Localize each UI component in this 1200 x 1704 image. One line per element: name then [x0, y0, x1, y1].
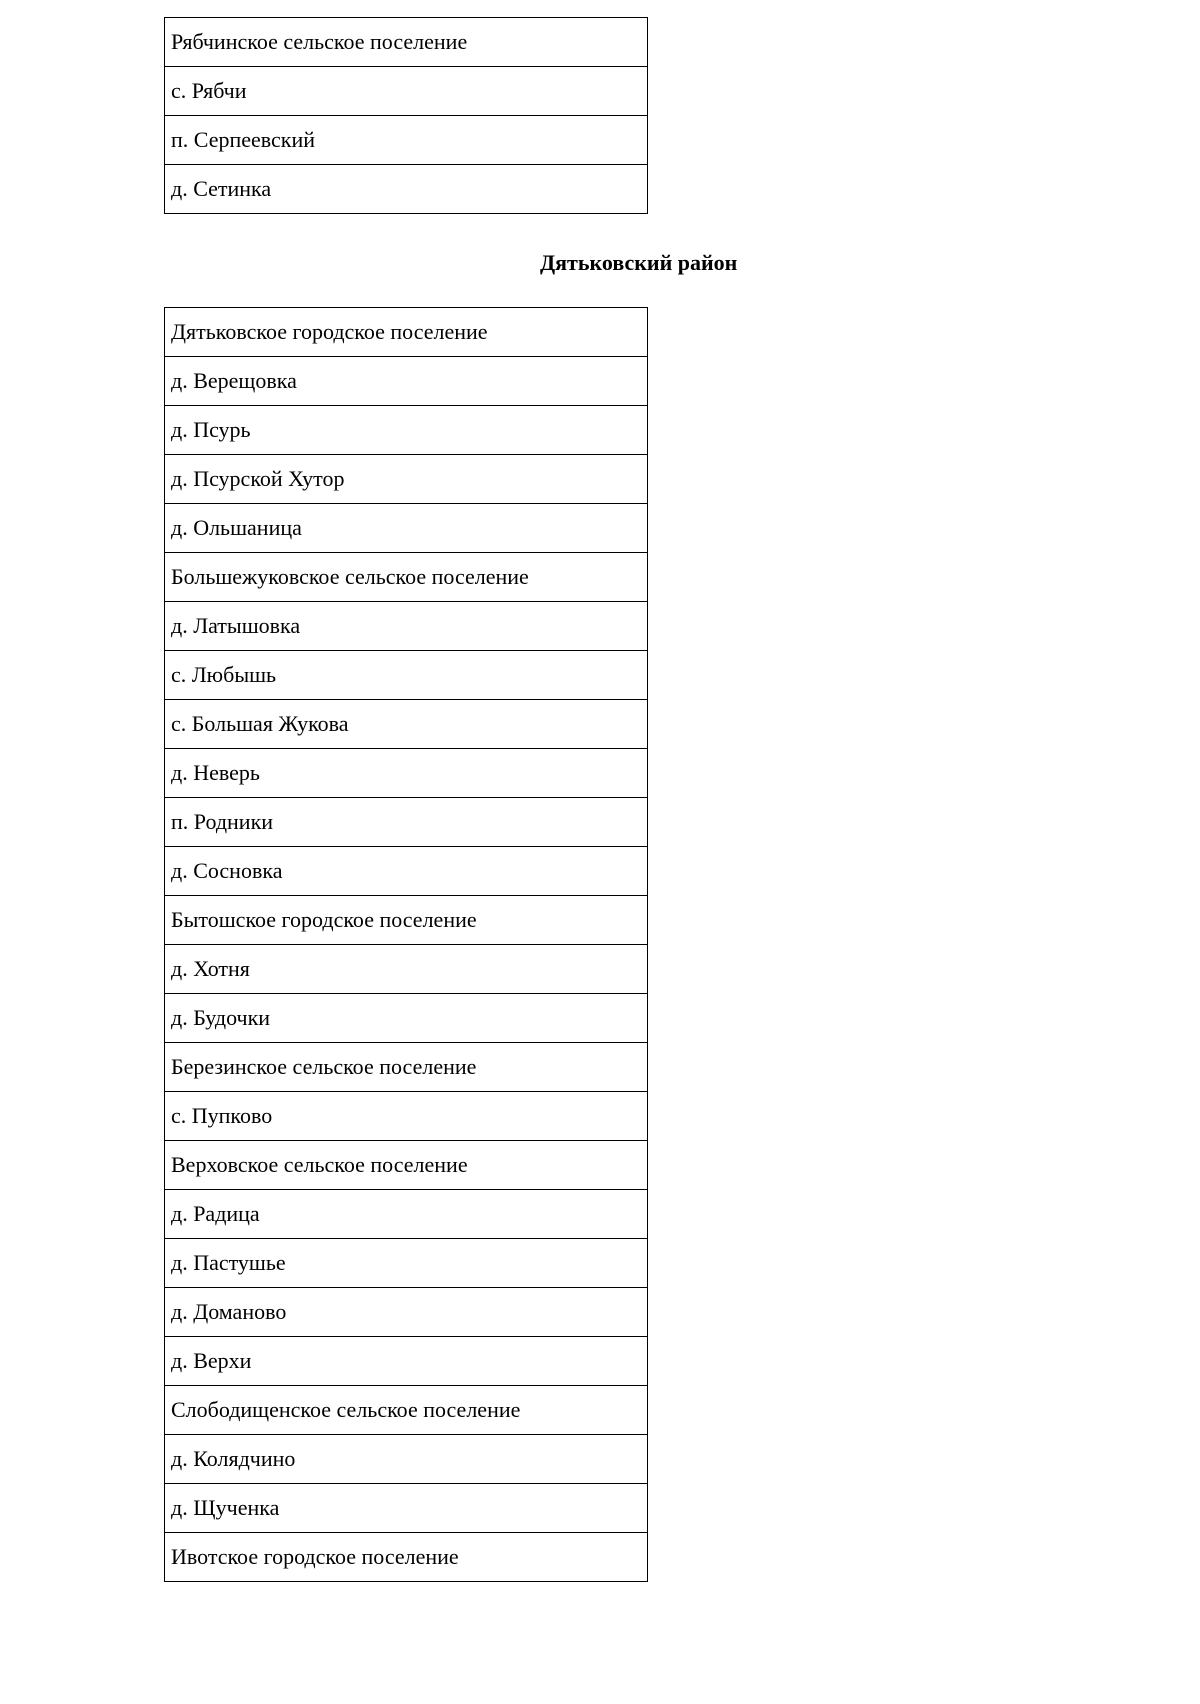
settlement-cell: с. Рябчи [165, 67, 648, 116]
table-row [165, 749, 648, 798]
district-heading: Дятьковский район [540, 250, 738, 275]
settlement-cell: Слободищенское сельское поселение [165, 1386, 648, 1435]
settlement-cell: д. Ольшаница [165, 504, 648, 553]
table-row [165, 18, 648, 67]
table-row [165, 455, 648, 504]
table-row [165, 553, 648, 602]
table-row [165, 994, 648, 1043]
table-row [165, 1435, 648, 1484]
settlement-cell: Большежуковское сельское поселение [165, 553, 648, 602]
settlement-cell: д. Сетинка [165, 165, 648, 214]
settlement-cell: д. Псурь [165, 406, 648, 455]
settlement-cell: Рябчинское сельское поселение [165, 18, 648, 67]
table-row [165, 116, 648, 165]
table-row [165, 798, 648, 847]
table-row [165, 1092, 648, 1141]
table-row [165, 700, 648, 749]
table-row [165, 504, 648, 553]
table-row [165, 651, 648, 700]
settlement-cell: д. Псурской Хутор [165, 455, 648, 504]
settlement-cell: д. Верещовка [165, 357, 648, 406]
table-row [165, 406, 648, 455]
table-row [165, 1337, 648, 1386]
settlement-cell: д. Пастушье [165, 1239, 648, 1288]
table-row [165, 896, 648, 945]
settlement-cell: с. Большая Жукова [165, 700, 648, 749]
settlement-cell: д. Латышовка [165, 602, 648, 651]
settlement-cell: д. Сосновка [165, 847, 648, 896]
table-row [165, 1484, 648, 1533]
settlement-cell: п. Родники [165, 798, 648, 847]
settlement-cell: д. Верхи [165, 1337, 648, 1386]
table-row [165, 602, 648, 651]
settlement-cell: Березинское сельское поселение [165, 1043, 648, 1092]
settlement-cell: д. Колядчино [165, 1435, 648, 1484]
table-row [165, 847, 648, 896]
settlement-cell: д. Радица [165, 1190, 648, 1239]
settlement-cell: д. Щученка [165, 1484, 648, 1533]
settlement-cell: Ивотское городское поселение [165, 1533, 648, 1582]
table-row [165, 67, 648, 116]
settlement-cell: д. Будочки [165, 994, 648, 1043]
settlement-cell: с. Пупково [165, 1092, 648, 1141]
settlements-table-top [164, 17, 648, 214]
table-row [165, 1288, 648, 1337]
table-row [165, 1141, 648, 1190]
settlements-table-top-body [165, 18, 648, 214]
table-row [165, 945, 648, 994]
table-row [165, 1190, 648, 1239]
settlements-table-main-body [165, 308, 648, 1582]
table-row [165, 165, 648, 214]
table-row [165, 357, 648, 406]
settlement-cell: д. Неверь [165, 749, 648, 798]
settlement-cell: д. Хотня [165, 945, 648, 994]
table-row [165, 1043, 648, 1092]
table-row [165, 1533, 648, 1582]
table-row [165, 1386, 648, 1435]
settlement-cell: д. Доманово [165, 1288, 648, 1337]
settlement-cell: Бытошское городское поселение [165, 896, 648, 945]
settlement-cell: Дятьковское городское поселение [165, 308, 648, 357]
table-row [165, 1239, 648, 1288]
settlement-cell: п. Серпеевский [165, 116, 648, 165]
settlements-table-main [164, 307, 648, 1582]
table-row [165, 308, 648, 357]
settlement-cell: Верховское сельское поселение [165, 1141, 648, 1190]
settlement-cell: с. Любышь [165, 651, 648, 700]
